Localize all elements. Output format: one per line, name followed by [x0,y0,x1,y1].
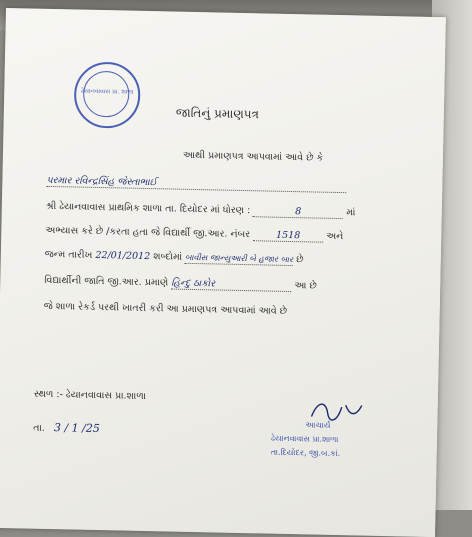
certificate-title: જાતિનું પ્રમાણપત્ર [175,105,260,122]
seal-taluka: તા.દિયોદર, જી.બ.કાં. [270,447,341,459]
line3-suffix: છે [296,254,304,266]
line1-prefix: શ્રી ઢેયાનવાવાસ પ્રાથમિક શાળા તા. દિયોદર માં ધોરણ : [45,200,251,217]
birth-date: 22/01/2012 [95,249,151,263]
line-3 [45,249,304,266]
line-2 [45,225,343,243]
standard-value: 8 [253,205,343,219]
birth-date-words: બાવીસ જાન્યુઆરી બે હજાર બાર [185,252,294,265]
gr-number: 1518 [253,229,323,242]
seal-school: ઢેયાનવાવાસ પ્રા.શાળા [270,433,339,445]
line2-prefix: અભ્યાસ કરે છે /કરતા હતા જે વિદ્યાર્થી જી.આર. નંબર [45,224,251,241]
caste-value: હિન્દુ ઠાકોર [171,278,291,293]
seal-role: આચાર્ય [305,420,331,430]
line2-suffix: અને [326,230,344,243]
student-name: પરમાર રવિન્દ્રસિંહ જેસ્તાભાઈ [46,175,346,193]
line-4 [44,275,317,293]
place-line: સ્થળ :- ઢેયાનવાવાસ પ્રા.શાળા [33,388,147,403]
line1-suffix: માં [346,207,356,219]
name-line [46,175,346,193]
date-value: 3 / 1 /25 [53,421,100,436]
line4-suffix: આ છે [294,280,317,292]
stamp-text: ઢેયાનવાવાસ પ્રા. શાળા [80,87,134,96]
intro-text: આથી પ્રમાણપત્ર આપવામાં આવે છે કે [182,149,324,164]
date-label: તા. [33,422,45,434]
line3-mid: શબ્દોમાં [153,251,183,263]
line-1 [46,201,356,219]
line4-prefix: વિદ્યાર્થીની જાતિ જી.આર. પ્રમાણે [44,274,169,289]
principal-seal [266,404,395,469]
school-round-stamp [74,61,141,128]
date-line [33,421,100,435]
line3-prefix: જન્મ તારીખ [44,248,93,261]
certificate-paper [0,8,446,537]
line-5: જે શાળા રેકર્ડ પરથી ખાતરી કરી આ પ્રમાણપત્ર આપવામાં આવે છે [43,300,288,317]
